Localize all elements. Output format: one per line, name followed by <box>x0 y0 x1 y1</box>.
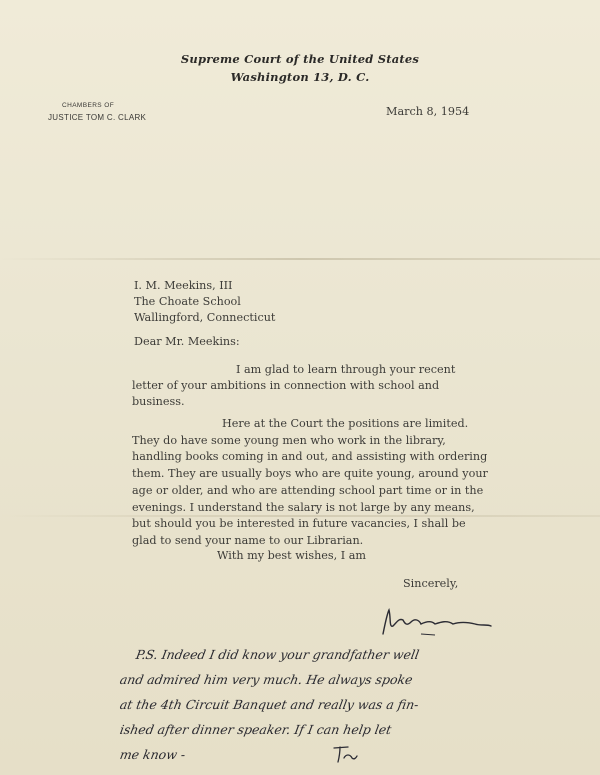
body-line: glad to send your name to our Librarian. <box>132 533 364 547</box>
chambers-block <box>48 100 146 124</box>
letterhead-location: Washington 13, D. C. <box>230 70 370 84</box>
body-line: They do have some young men who work in the library, <box>132 433 446 447</box>
handwritten-initials <box>330 742 360 766</box>
address-line: I. M. Meekins, III <box>134 279 233 292</box>
body-paragraph-1 <box>132 362 455 410</box>
postscript-line: ished after dinner speaker. If I can help let <box>118 722 393 737</box>
chambers-justice-name: JUSTICE TOM C. CLARK <box>48 113 147 122</box>
address-line: The Choate School <box>134 295 241 308</box>
salutation: Dear Mr. Meekins: <box>134 335 240 348</box>
body-line: I am glad to learn through your recent <box>236 363 456 376</box>
handwritten-postscript <box>120 642 600 767</box>
handwritten-signature <box>375 604 495 640</box>
recipient-address <box>134 278 275 326</box>
address-line: Wallingford, Connecticut <box>134 311 276 324</box>
body-line: age or older, and who are attending school part time or in the <box>132 483 484 497</box>
body-paragraph-2 <box>132 416 488 550</box>
letter-date: March 8, 1954 <box>386 105 470 118</box>
body-line: but should you be interested in future vacancies, I shall be <box>132 517 466 531</box>
body-line: letter of your ambitions in connection with school and <box>132 379 440 392</box>
closing-line: With my best wishes, I am <box>217 549 367 562</box>
body-line: evenings. I understand the salary is not large by any means, <box>132 500 475 514</box>
letterhead-court-name: Supreme Court of the United States <box>180 52 420 66</box>
postscript-line: and admired him very much. He always spoke <box>118 672 414 687</box>
paper-fold-line <box>0 258 600 260</box>
chambers-label: CHAMBERS OF <box>62 102 115 109</box>
body-line: Here at the Court the positions are limited. <box>222 417 469 430</box>
body-line: business. <box>132 395 185 408</box>
postscript-line: me know - <box>118 747 187 762</box>
postscript-line: P.S. Indeed I did know your grandfather well <box>134 647 421 662</box>
signoff: Sincerely, <box>403 577 459 590</box>
body-line: them. They are usually boys who are quite young, around your <box>132 467 488 481</box>
postscript-line: at the 4th Circuit Banquet and really was a fin- <box>118 697 420 712</box>
body-line: handling books coming in and out, and assisting with ordering <box>132 450 488 464</box>
